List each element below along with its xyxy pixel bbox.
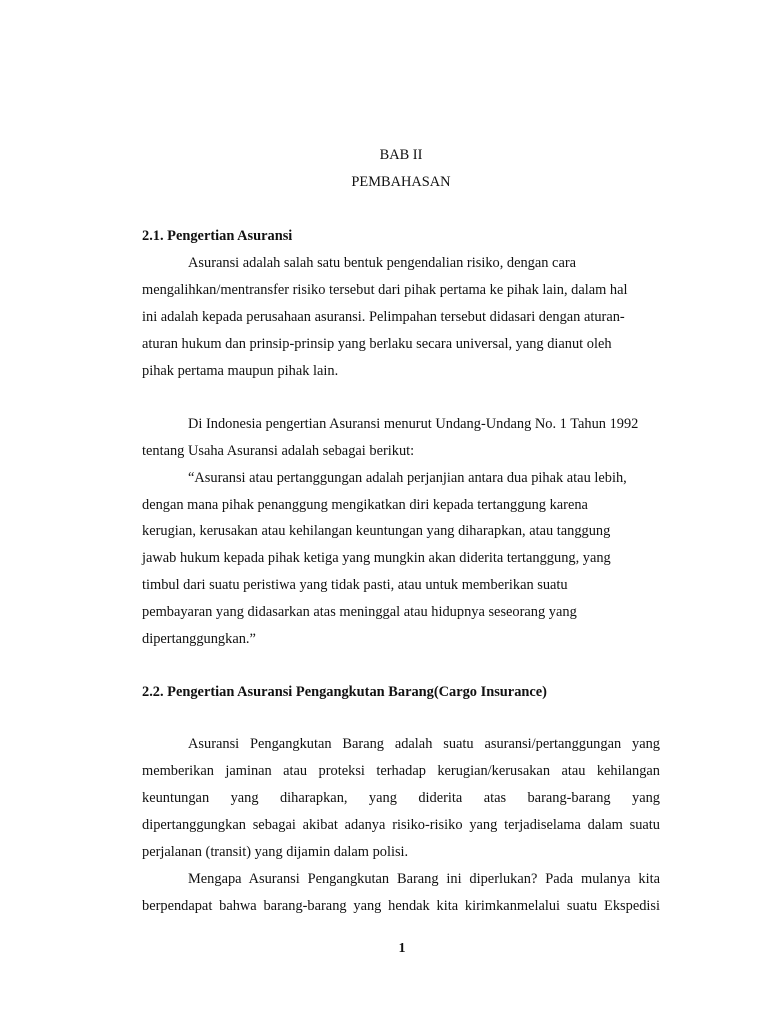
quote-line: kerugian, kerusakan atau kehilangan keuntungan yang diharapkan, atau tanggung	[142, 523, 611, 539]
quote-line: pembayaran yang didasarkan atas meninggal atau hidupnya seseorang yang	[142, 604, 577, 620]
chapter-label: BAB II	[379, 147, 423, 163]
chapter-title: PEMBAHASAN	[351, 174, 451, 190]
page-number: 1	[398, 941, 406, 956]
section-1-para-1-line: Asuransi adalah salah satu bentuk pengendalian risiko, dengan cara	[188, 255, 577, 271]
section-2-para-1-line: perjalanan (transit) yang dijamin dalam polisi.	[142, 844, 409, 860]
section-2-para-1-line: dipertanggungkan sebagai akibat adanya risiko-risiko yang terjadiselama dalam suatu	[142, 817, 660, 833]
section-2-title: 2.2. Pengertian Asuransi Pengangkutan Barang(Cargo Insurance)	[142, 684, 547, 700]
section-1-para-1-line: mengalihkan/mentransfer risiko tersebut dari pihak pertama ke pihak lain, dalam hal	[142, 282, 628, 298]
section-2-para-1-line: keuntungan yang diharapkan, yang diderita atas barang-barang yang	[142, 790, 660, 806]
quote-line: dipertanggungkan.”	[142, 631, 256, 647]
section-1-para-2-line: Di Indonesia pengertian Asuransi menurut Undang-Undang No. 1 Tahun 1992	[188, 416, 639, 432]
section-1-para-1-line: pihak pertama maupun pihak lain.	[142, 363, 339, 379]
section-1-para-1-line: aturan hukum dan prinsip-prinsip yang berlaku secara universal, yang dianut oleh	[142, 336, 612, 352]
quote-line: jawab hukum kepada pihak ketiga yang mungkin akan diderita tertanggung, yang	[142, 550, 611, 566]
section-1-para-2-line: tentang Usaha Asuransi adalah sebagai berikut:	[142, 443, 415, 459]
quote-line: timbul dari suatu peristiwa yang tidak pasti, atau untuk memberikan suatu	[142, 577, 568, 593]
section-2-para-1-line: Asuransi Pengangkutan Barang adalah suatu asuransi/pertanggungan yang	[188, 736, 660, 752]
quote-line: “Asuransi atau pertanggungan adalah perjanjian antara dua pihak atau lebih,	[188, 470, 627, 486]
section-1-para-1-line: ini adalah kepada perusahaan asuransi. Pelimpahan tersebut didasari dengan aturan-	[142, 309, 625, 325]
quote-line: dengan mana pihak penanggung mengikatkan diri kepada tertanggung karena	[142, 497, 588, 513]
section-2-para-1-line: memberikan jaminan atau proteksi terhadap kerugian/kerusakan atau kehilangan	[142, 763, 660, 779]
section-2-para-2-line: Mengapa Asuransi Pengangkutan Barang ini diperlukan? Pada mulanya kita	[188, 871, 660, 887]
section-1-title: 2.1. Pengertian Asuransi	[142, 228, 293, 244]
section-2-para-2-line: berpendapat bahwa barang-barang yang hendak kita kirimkanmelalui suatu Ekspedisi	[142, 898, 660, 914]
